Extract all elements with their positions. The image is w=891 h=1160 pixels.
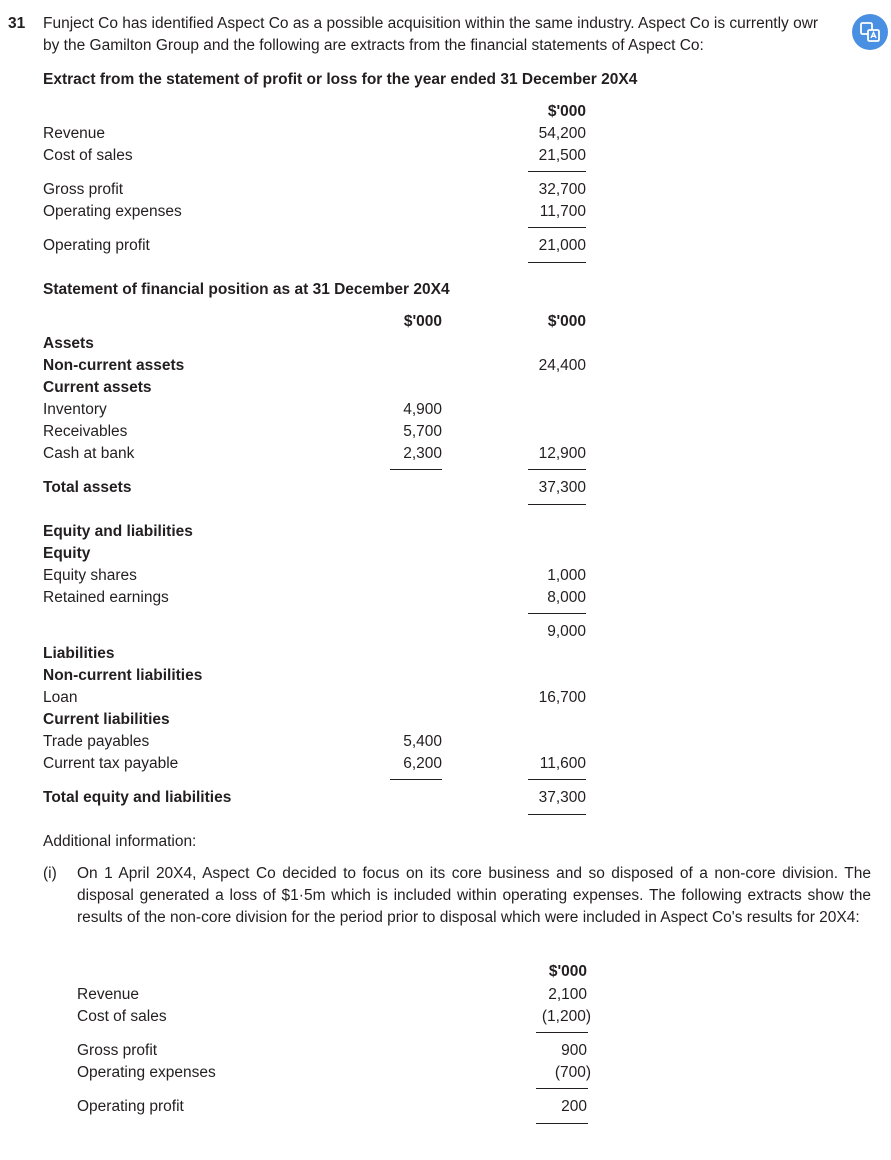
translate-button[interactable] [852, 14, 888, 50]
pl-unit: $'000 [547, 103, 586, 120]
underline [390, 779, 442, 780]
non-current-assets-value: 24,400 [538, 357, 586, 374]
pl-value: 21,000 [538, 237, 586, 254]
sofp-unit-col2: $'000 [547, 313, 586, 330]
pl-label: Operating expenses [43, 203, 182, 220]
division-label: Operating expenses [77, 1064, 216, 1081]
current-assets-total: 12,900 [538, 445, 586, 462]
equity-shares-label: Equity shares [43, 567, 137, 584]
intro-line-1: Funject Co has identified Aspect Co as a possible acquisition within the same industry. Aspect Co is currently owr [43, 15, 819, 32]
underline [528, 613, 586, 614]
pl-value: 11,700 [539, 203, 586, 220]
item-marker: (i) [43, 865, 57, 882]
receivables-value: 5,700 [403, 423, 442, 440]
division-label: Gross profit [77, 1042, 158, 1059]
division-label: Revenue [77, 986, 140, 1003]
receivables-label: Receivables [43, 423, 128, 440]
underline [528, 814, 586, 815]
cash-label: Cash at bank [43, 445, 135, 462]
tax-payable-label: Current tax payable [43, 755, 179, 772]
underline [528, 504, 586, 505]
sofp-title: Statement of financial position as at 31 December 20X4 [43, 281, 450, 298]
total-equity-liabilities-value: 37,300 [538, 789, 586, 806]
current-liabilities-total: 11,600 [539, 755, 586, 772]
assets-heading: Assets [43, 335, 94, 352]
trade-payables-value: 5,400 [403, 733, 442, 750]
division-value: (700) [554, 1064, 591, 1081]
division-value: (1,200) [541, 1008, 591, 1025]
translate-icon [859, 21, 881, 43]
pl-label: Revenue [43, 125, 106, 142]
division-value: 200 [561, 1098, 587, 1115]
underline [536, 1032, 588, 1033]
underline [390, 469, 442, 470]
pl-title: Extract from the statement of profit or loss for the year ended 31 December 20X4 [43, 71, 638, 88]
liabilities-heading: Liabilities [43, 645, 115, 662]
non-current-assets-label: Non-current assets [43, 357, 185, 374]
underline [528, 779, 586, 780]
pl-value: 32,700 [538, 181, 586, 198]
equity-liabilities-heading: Equity and liabilities [43, 523, 193, 540]
division-label: Cost of sales [77, 1008, 167, 1025]
retained-earnings-label: Retained earnings [43, 589, 169, 606]
additional-title: Additional information: [43, 833, 197, 850]
current-assets-heading: Current assets [43, 379, 152, 396]
division-label: Operating profit [77, 1098, 184, 1115]
division-unit: $'000 [548, 963, 587, 980]
total-equity-liabilities-label: Total equity and liabilities [43, 789, 232, 806]
equity-shares-value: 1,000 [547, 567, 586, 584]
pl-label: Cost of sales [43, 147, 133, 164]
underline [528, 171, 586, 172]
item-paragraph: On 1 April 20X4, Aspect Co decided to focus on its core business and so disposed of a non-core division. The disposal generated a loss of $1·5m which is included within operating expenses. The following extracts show the results of the non-core division for the period prior to disposal which were included in Aspect Co's results for 20X4: [77, 865, 871, 926]
equity-heading: Equity [43, 545, 91, 562]
underline [528, 469, 586, 470]
intro-line-2: by the Gamilton Group and the following are extracts from the financial statements of Aspect Co: [43, 37, 704, 54]
retained-earnings-value: 8,000 [547, 589, 586, 606]
underline [528, 262, 586, 263]
loan-label: Loan [43, 689, 78, 706]
pl-value: 21,500 [538, 147, 586, 164]
cash-value: 2,300 [403, 445, 442, 462]
inventory-value: 4,900 [403, 401, 442, 418]
current-liabilities-heading: Current liabilities [43, 711, 170, 728]
underline [536, 1088, 588, 1089]
total-assets-value: 37,300 [538, 479, 586, 496]
underline [536, 1123, 588, 1124]
loan-value: 16,700 [538, 689, 586, 706]
division-value: 900 [561, 1042, 587, 1059]
pl-label: Gross profit [43, 181, 124, 198]
trade-payables-label: Trade payables [43, 733, 150, 750]
sofp-unit-col1: $'000 [403, 313, 442, 330]
division-value: 2,100 [548, 986, 587, 1003]
inventory-label: Inventory [43, 401, 107, 418]
question-number: 31 [8, 15, 26, 32]
underline [528, 227, 586, 228]
pl-value: 54,200 [538, 125, 586, 142]
non-current-liabilities-heading: Non-current liabilities [43, 667, 203, 684]
pl-label: Operating profit [43, 237, 150, 254]
total-assets-label: Total assets [43, 479, 132, 496]
equity-total-value: 9,000 [547, 623, 586, 640]
tax-payable-value: 6,200 [403, 755, 442, 772]
